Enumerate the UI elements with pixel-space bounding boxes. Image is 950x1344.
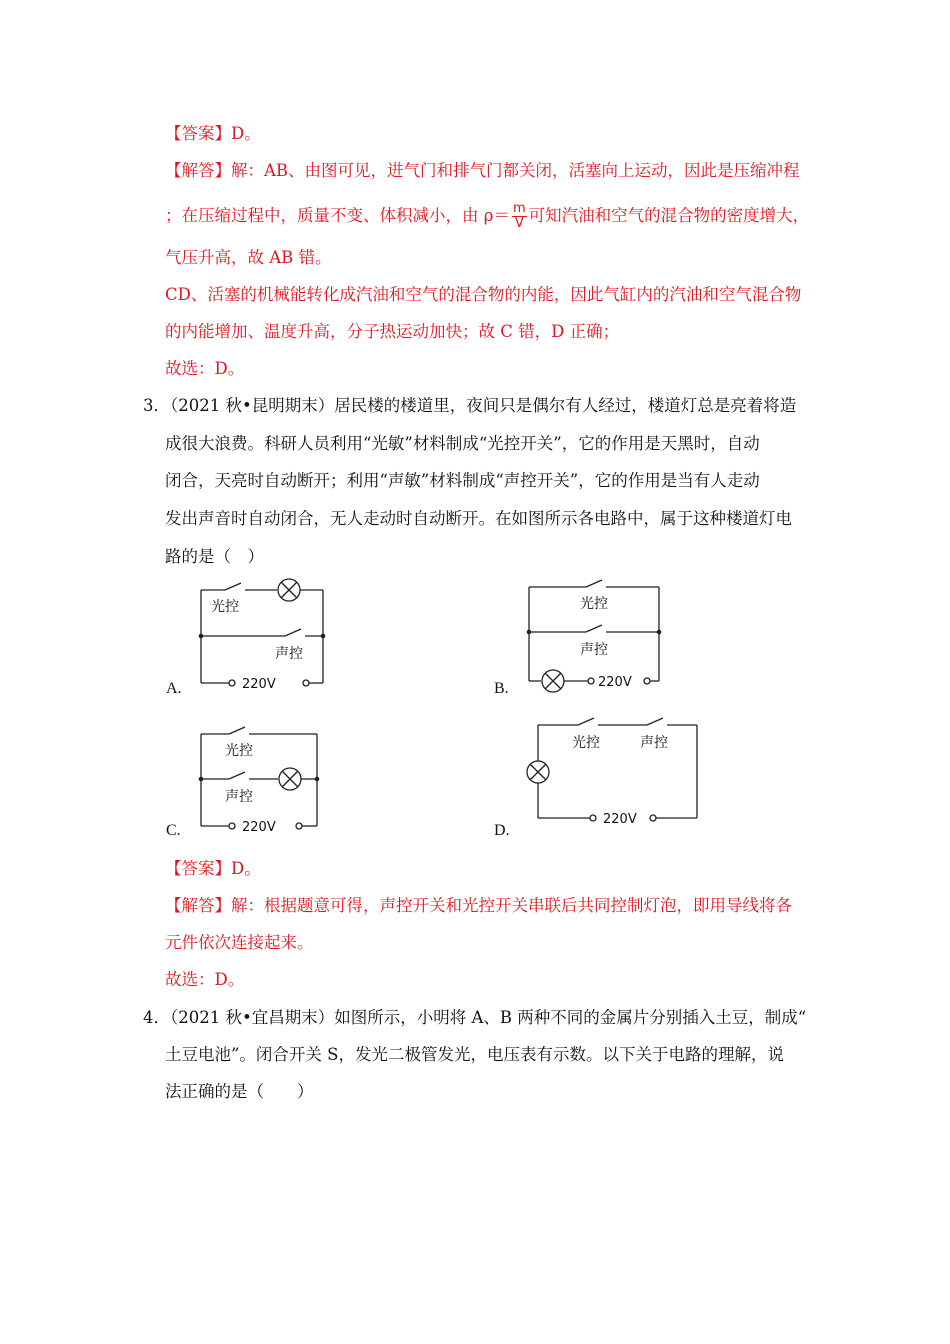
q2-analysis-line2-post: 可知汽油和空气的混合物的密度增大， <box>528 206 810 225</box>
circuit-d-sound-label: 声控 <box>640 735 668 751</box>
circuit-c-voltage-label: 220V <box>242 820 276 835</box>
circuit-a-voltage-label: 220V <box>242 677 276 692</box>
q2-analysis-line2 <box>165 202 809 231</box>
circuit-c-diagram <box>195 722 330 837</box>
q4-stem-line1: 4．（2021 秋•宜昌期末）如图所示，小明将 A、B 两种不同的金属片分别插入土豆，制成“ <box>143 1008 807 1027</box>
q3-stem-line3: 闭合，天亮时自动断开；利用“声敏”材料制成“声控开关”，它的作用是当有人走动 <box>165 471 760 490</box>
circuit-b-light-label: 光控 <box>580 596 608 612</box>
circuit-a-sound-label: 声控 <box>275 646 303 662</box>
q2-analysis-line4: CD、活塞的机械能转化成汽油和空气的混合物的内能，因此气缸内的汽油和空气混合物 <box>165 285 802 304</box>
q4-stem-line3: 法正确的是（ ） <box>165 1082 314 1101</box>
option-a-label: A. <box>166 680 182 697</box>
circuit-c-sound-label: 声控 <box>225 789 253 805</box>
circuit-d-light-label: 光控 <box>572 735 600 751</box>
circuit-a-light-label: 光控 <box>211 599 239 615</box>
q3-stem-line4: 发出声音时自动闭合，无人走动时自动断开。在如图所示各电路中，属于这种楼道灯电 <box>165 509 792 528</box>
q2-analysis-line5: 的内能增加、温度升高，分子热运动加快；故 C 错，D 正确； <box>165 322 620 341</box>
q2-analysis-line1: 【解答】解：AB、由图可见，进气门和排气门都关闭，活塞向上运动，因此是压缩冲程 <box>165 161 800 180</box>
circuit-b-voltage-label: 220V <box>598 675 632 690</box>
q2-answer: 【答案】D。 <box>165 124 261 143</box>
q3-analysis-line1: 【解答】解：根据题意可得，声控开关和光控开关串联后共同控制灯泡，即用导线将各 <box>165 896 792 915</box>
fraction-numerator: m <box>512 201 526 216</box>
q3-answer: 【答案】D。 <box>165 859 261 878</box>
circuit-b-diagram <box>522 578 672 693</box>
q3-analysis-line2: 元件依次连接起来。 <box>165 933 314 952</box>
circuit-d-diagram <box>520 712 710 832</box>
q2-choice: 故选：D。 <box>165 359 245 378</box>
q3-stem-line5: 路的是（ ） <box>165 547 264 566</box>
fraction-denominator: V <box>514 216 524 231</box>
circuit-c-light-label: 光控 <box>225 743 253 759</box>
q2-analysis-line2-pre: ；在压缩过程中，质量不变、体积减小，由 ρ＝ <box>165 206 510 225</box>
q3-choice: 故选：D。 <box>165 970 245 989</box>
density-fraction <box>512 202 527 231</box>
option-c-label: C. <box>166 822 181 839</box>
q4-stem-line2: 土豆电池”。闭合开关 S，发光二极管发光，电压表有示数。以下关于电路的理解，说 <box>165 1045 784 1064</box>
option-d-label: D. <box>494 822 510 839</box>
option-b-label: B. <box>494 680 509 697</box>
circuit-b-sound-label: 声控 <box>580 642 608 658</box>
circuit-a-diagram <box>195 578 335 693</box>
q3-stem-line2: 成很大浪费。科研人员利用“光敏”材料制成“光控开关”，它的作用是天黑时，自动 <box>165 434 760 453</box>
q3-stem-line1: 3．（2021 秋•昆明期末）居民楼的楼道里，夜间只是偶尔有人经过，楼道灯总是亮着将造 <box>143 396 797 415</box>
q2-analysis-line3: 气压升高，故 AB 错。 <box>165 248 332 267</box>
circuit-d-voltage-label: 220V <box>603 812 637 827</box>
